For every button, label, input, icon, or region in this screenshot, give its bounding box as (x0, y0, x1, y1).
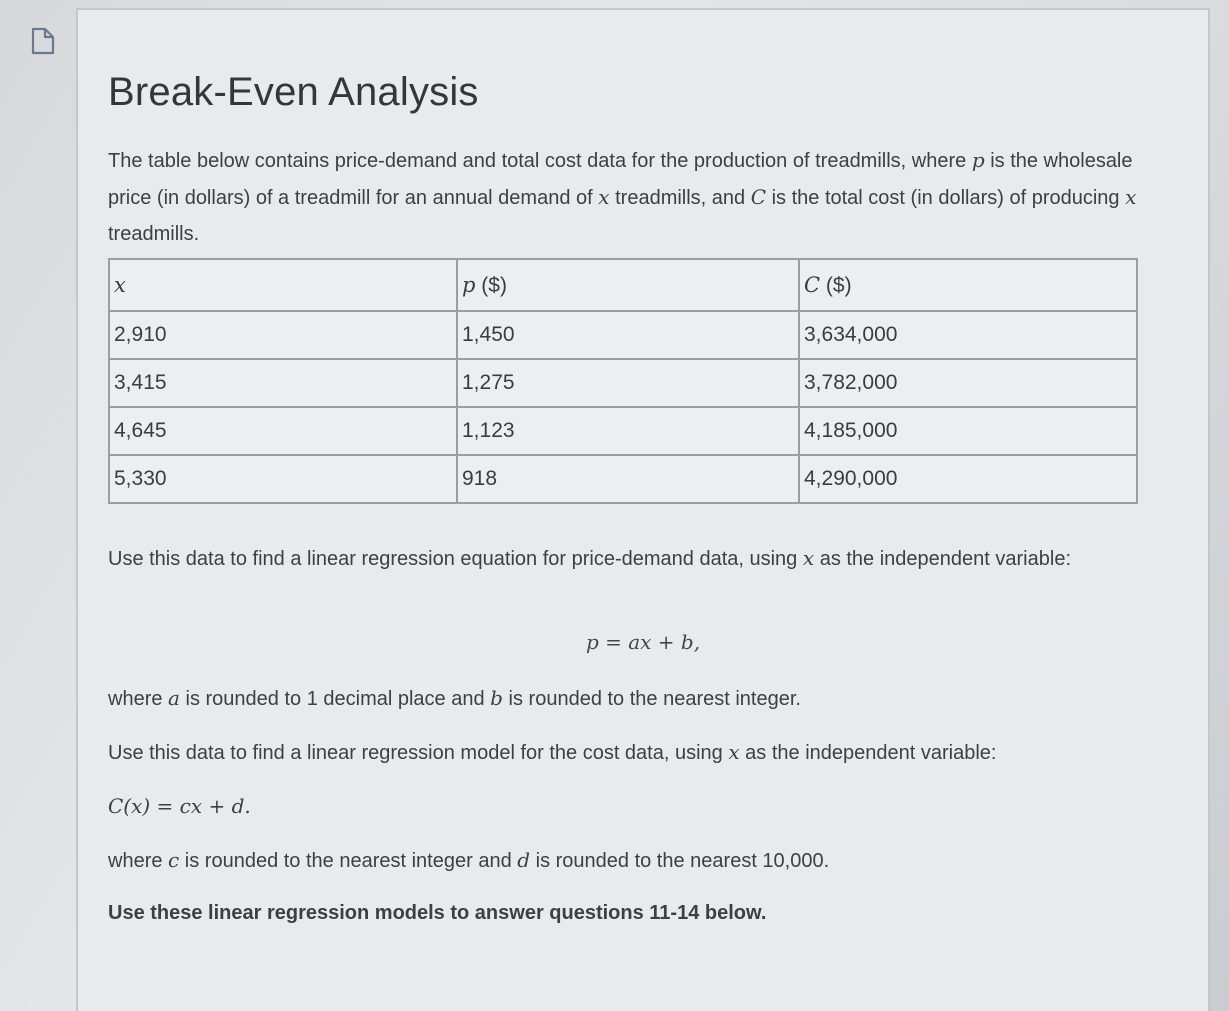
cell-c: 3,634,000 (799, 311, 1137, 359)
rounding-ab: where a is rounded to 1 decimal place and b is rounded to the nearest integer. (108, 686, 801, 710)
rounding-cd: where c is rounded to the nearest integer and d is rounded to the nearest 10,000. (108, 848, 830, 872)
cell-c: 3,782,000 (799, 359, 1137, 407)
cell-p: 1,123 (457, 407, 799, 455)
table-row (109, 455, 1137, 503)
table-row (109, 407, 1137, 455)
table-row (109, 311, 1137, 359)
header-p: p ($) (457, 259, 799, 311)
page-title: Break-Even Analysis (108, 70, 479, 114)
cell-p: 1,450 (457, 311, 799, 359)
data-table (108, 258, 1138, 504)
header-x: x (109, 259, 457, 311)
cell-c: 4,185,000 (799, 407, 1137, 455)
cell-p: 918 (457, 455, 799, 503)
question-panel (76, 8, 1210, 1011)
question-cost: Use this data to find a linear regression model for the cost data, using x as the independent variable: (108, 740, 997, 764)
closing-instruction: Use these linear regression models to answer questions 11-14 below. (108, 902, 767, 924)
cell-x: 4,645 (109, 407, 457, 455)
price-equation: p = ax + b, (585, 630, 701, 654)
cell-x: 2,910 (109, 311, 457, 359)
document-icon[interactable] (28, 26, 58, 56)
header-c: C ($) (799, 259, 1137, 311)
intro-paragraph: The table below contains price-demand and total cost data for the production of treadmills, where p is the wholesale price (in dollars) of a treadmill for an annual demand of x treadmills, and C is the total cost (in dollars) of producing x treadmills. (108, 148, 1137, 245)
table-header-row (109, 259, 1137, 311)
cell-p: 1,275 (457, 359, 799, 407)
cell-x: 5,330 (109, 455, 457, 503)
table-row (109, 359, 1137, 407)
cost-equation: C(x) = cx + d. (108, 794, 251, 818)
cell-c: 4,290,000 (799, 455, 1137, 503)
cell-x: 3,415 (109, 359, 457, 407)
question-price-demand: Use this data to find a linear regression equation for price-demand data, using x as the independent variable: (108, 546, 1071, 570)
